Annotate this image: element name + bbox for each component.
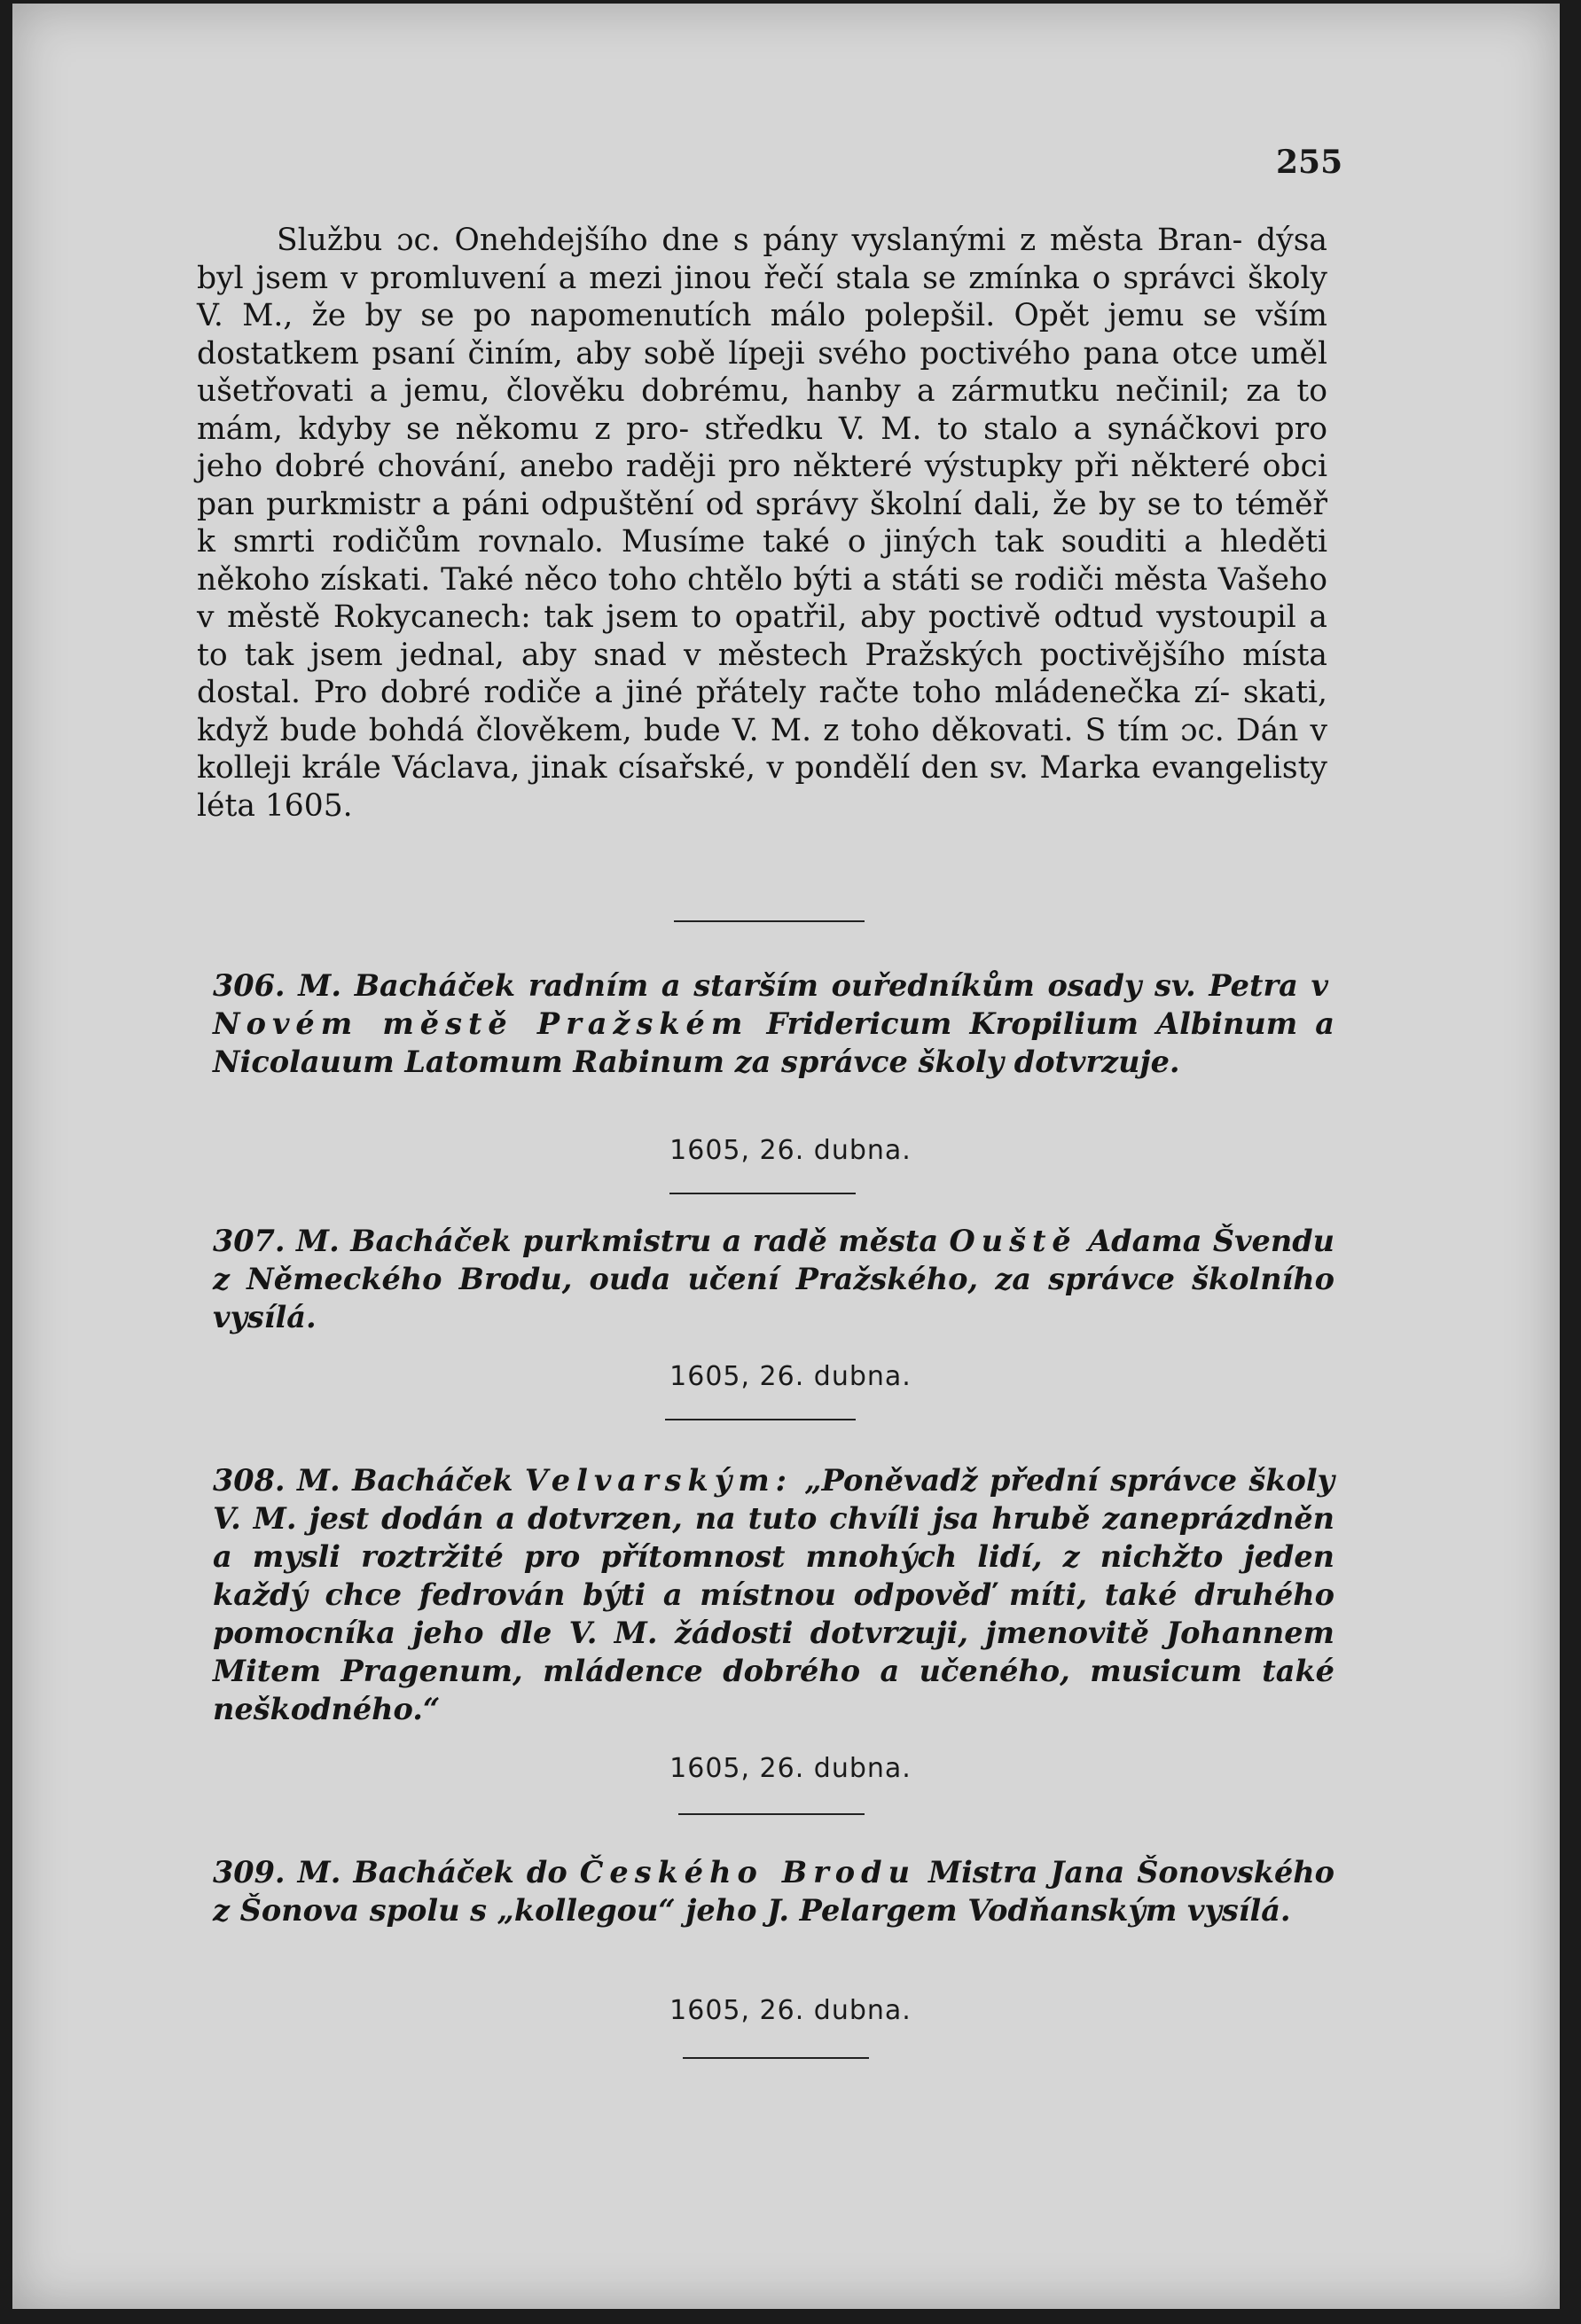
letter-line: S tím ɔc. Dán v kolleji krále Václava, jinak císařské, v pondělí [197, 712, 1327, 786]
section-divider [674, 920, 865, 922]
entry-heading-text: M. Bacháček [296, 1463, 513, 1498]
section-divider [683, 2057, 869, 2059]
entry-number: 306. [213, 968, 286, 1003]
letter-line: dýsa byl jsem v promluvení a mezi jinou řečí stala se zmínka [197, 223, 1327, 296]
entry-heading-text: M. Bacháček radním a starším ouředníkům osady sv. Petra [298, 968, 1298, 1003]
entry-heading-text: Adama Švendu z Německého Brodu, ouda učení Pražského, za správce školního vysílá. [213, 1224, 1334, 1334]
letter-line: Také něco toho chtělo býti a státi se rodiči města Vašeho v městě [197, 561, 1327, 635]
page-number: 255 [1276, 144, 1343, 181]
section-divider [678, 1813, 865, 1815]
letter-line: Rokycanech: tak jsem to opatřil, aby poctivě odtud vystoupil a to [197, 599, 1327, 673]
entry-place-name: v Novém městě Pražském [213, 968, 1334, 1041]
entry-date: 1605, 26. dubna. [669, 1995, 912, 2026]
letter-line: raději pro některé výstupky při některé obci pan purkmistr a páni [197, 449, 1328, 522]
entry-date: 1605, 26. dubna. [669, 1361, 912, 1392]
entry-number: 307. [213, 1224, 286, 1258]
letter-line: odpuštění od správy školní dali, že by se to téměř k smrti rodičům [197, 486, 1327, 559]
entry-306 [213, 966, 1334, 1081]
entry-place-name: Českého Brodu [579, 1855, 916, 1890]
letter-line: den sv. Marka evangelisty léta 1605. [197, 750, 1327, 824]
entry-heading-text: Fridericum Kropilium Albinum a Nicolauum Latomum Rabinum za správce školy dotvrzuje. [213, 1006, 1335, 1079]
letter-line: Službu ɔc. Onehdejšího dne s pány vyslanými z města Bran- [277, 223, 1243, 258]
letter-line: o správci školy V. M., že by se po napomenutích málo polepšil. [197, 260, 1328, 333]
letter-line: tak jsem jednal, aby snad v městech Pražských poctivějšího místa [244, 637, 1327, 673]
letter-line: skati, když bude bohdá člověkem, bude V. M. z toho děkovati. [197, 675, 1327, 748]
letter-line: dostal. Pro dobré rodiče a jiné přátely račte toho mládenečka zí- [197, 675, 1231, 710]
entry-date: 1605, 26. dubna. [669, 1135, 912, 1166]
letter-text [197, 222, 1327, 825]
letter-line: rovnalo. Musíme také o jiných tak souditi a hleděti někoho získati. [197, 524, 1327, 598]
entry-heading-text: M. Bacháček purkmistru a radě města [296, 1224, 939, 1258]
entry-place-name: Velvarským: [524, 1463, 794, 1498]
entry-quote-text: „Poněvadž přední správce školy V. M. jest dodán a dotvrzen, na tuto chvíli jsa hrubě zaneprázdněn a mysli roztržité pro přítomnost mnohých lidí, z nichžto jeden každý chce fedrován býti a místnou odpověď míti, také druhého pomocníka jeho dle V. M. žádosti dotvrzuji, jmenovitě Johannem Mitem Pragenum, mládence dobrého a učeného, musicum také neškodného.“ [213, 1463, 1335, 1726]
entry-date: 1605, 26. dubna. [669, 1753, 912, 1784]
letter-line: poctivého pana otce uměl ušetřovati a jemu, člověku dobrému, [197, 335, 1327, 409]
entry-place-name: Ouště [949, 1224, 1077, 1258]
letter-line: Opět jemu se vším dostatkem psaní činím, aby sobě lípeji svého [197, 298, 1328, 372]
letter-line: středku V. M. to stalo a synáčkovi pro jeho dobré chování, anebo [197, 411, 1327, 484]
section-divider [669, 1193, 856, 1194]
entry-heading-text: Mistra Jana Šonovského z Šonova spolu s „kollegou“ jeho J. Pelargem Vodňanským vysílá. [213, 1855, 1335, 1928]
letter-line: hanby a zármutku nečinil; za to mám, kdyby se někomu z pro- [197, 373, 1327, 447]
entry-number: 309. [213, 1855, 286, 1890]
entry-308 [213, 1461, 1334, 1728]
entry-heading-text: M. Bacháček do [297, 1855, 567, 1890]
section-divider [665, 1419, 856, 1420]
entry-309 [213, 1853, 1334, 1929]
entry-number: 308. [213, 1463, 286, 1498]
entry-307 [213, 1222, 1334, 1336]
